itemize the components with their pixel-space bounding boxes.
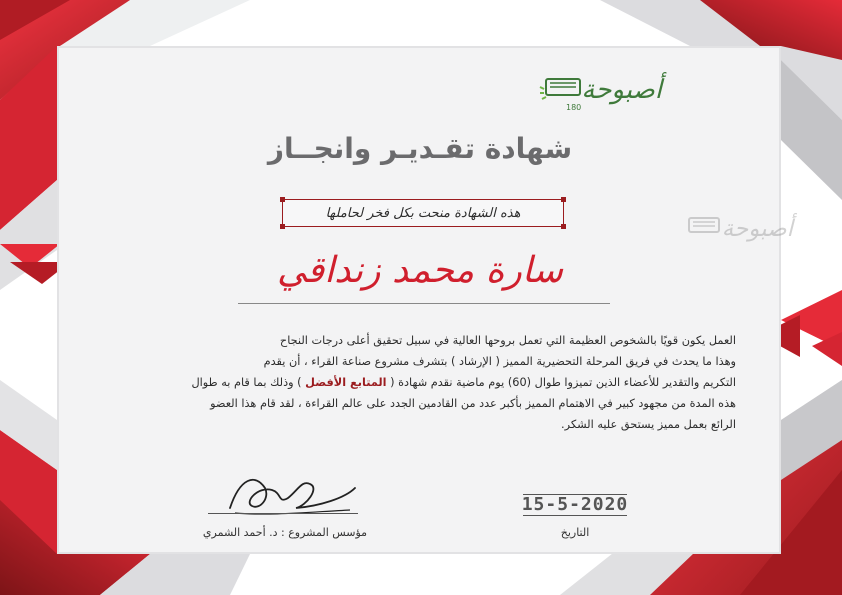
certificate-title: شهادة تقـديـر وانجــاز: [267, 132, 573, 165]
subtitle-corner: [280, 224, 285, 229]
logo-wordmark: أصبوحة: [581, 75, 662, 105]
watermark-logo: [681, 212, 793, 256]
subtitle-corner: [280, 197, 285, 202]
signature-line: [208, 513, 358, 514]
body-line: وهذا ما يحدث في فريق المرحلة التحضيرية المميز ( الإرشاد ) بتشرف مشروع صناعة القراء ، أن يقدم: [263, 355, 736, 368]
date-label: التاريخ: [560, 526, 590, 539]
brand-logo: [536, 73, 666, 121]
issue-date: 15-5-2020: [521, 494, 629, 515]
award-title: المتابع الأفضل: [305, 376, 387, 389]
subtitle-corner: [561, 197, 566, 202]
certificate-card: [57, 46, 781, 554]
body-line-tail: ) وذلك بما قام به طوال: [191, 376, 302, 389]
body-line: هذه المدة من مجهود كبير في الاهتمام المميز بأكبر عدد من القادمين الجدد على عالم القراءة ، لقد قام هذا العضو: [210, 397, 736, 410]
body-line: [104, 372, 736, 393]
watermark-wordmark: أصبوحة: [721, 216, 793, 242]
name-underline: [238, 303, 610, 304]
recipient-name: سارة محمد زنداقي: [276, 250, 563, 291]
subtitle-box: [282, 199, 564, 227]
certificate-body: [104, 330, 736, 435]
founder-label: مؤسس المشروع : د. أحمد الشمري: [202, 526, 368, 539]
logo-badge-number: 180: [566, 103, 582, 112]
date-rule-bottom: [523, 515, 627, 516]
founder-signature: [210, 468, 360, 518]
body-line-text: التكريم والتقدير للأعضاء الذين تميزوا طوال (60) يوم ماضية نقدم شهادة (: [390, 376, 736, 389]
body-line: الرائع بعمل مميز يستحق عليه الشكر.: [561, 418, 736, 431]
body-line: العمل يكون قويًا بالشخوص العظيمة التي تعمل بروحها العالية في سبيل تحقيق أعلى درجات النجاح: [279, 334, 736, 347]
subtitle-text: هذه الشهادة منحت بكل فخر لحاملها: [325, 205, 521, 221]
subtitle-corner: [561, 224, 566, 229]
